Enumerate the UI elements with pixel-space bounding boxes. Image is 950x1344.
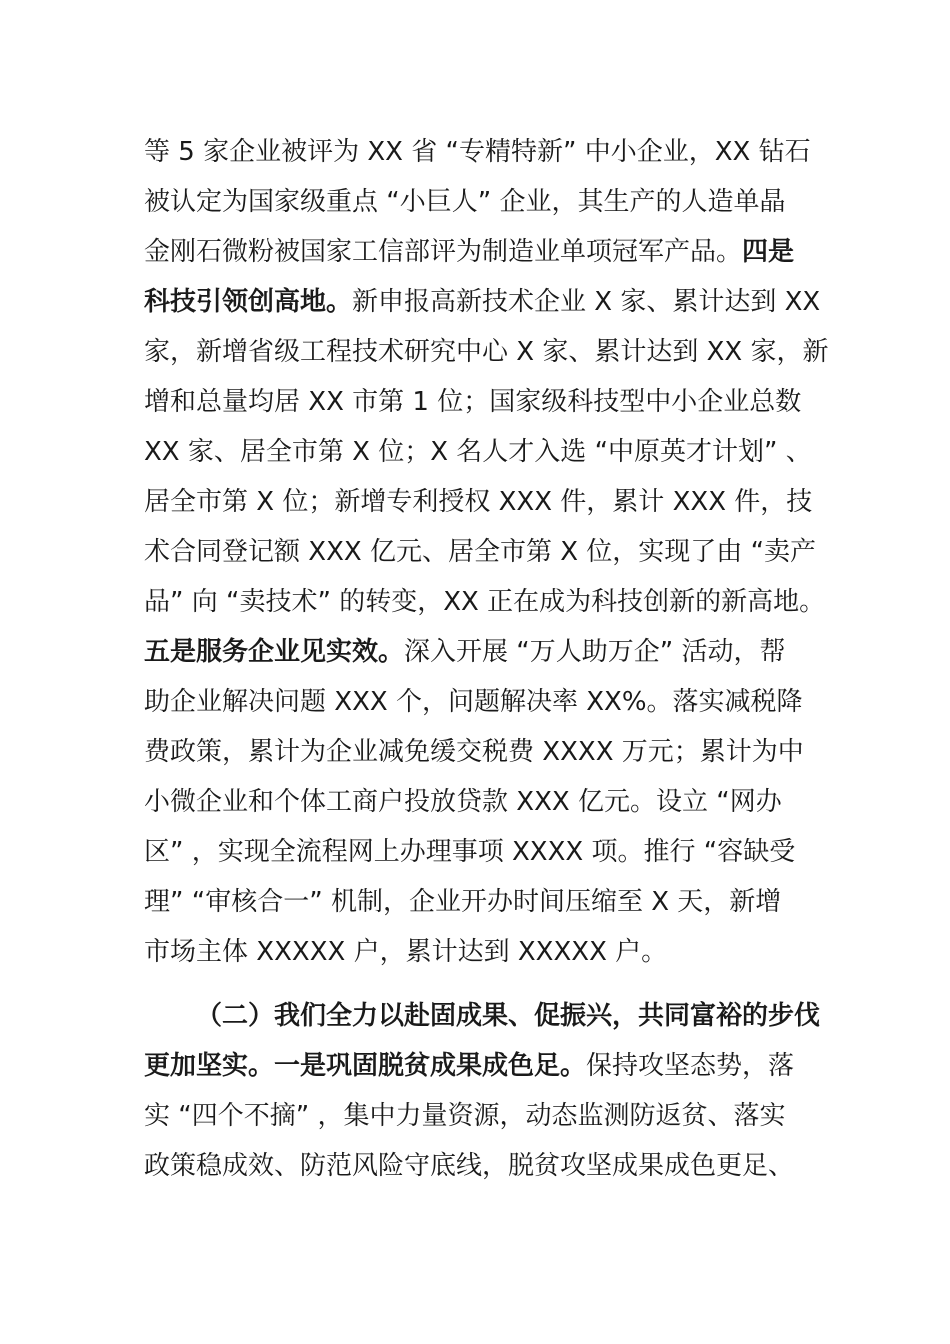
document-body bbox=[144, 127, 829, 1191]
section-heading: （二）我们全力以赴固成果、促振兴，共同富裕的步伐 bbox=[196, 1001, 821, 1031]
text-run: 实 “四个不摘” ，集中力量资源，动态监测防返贫、落实 bbox=[144, 1101, 786, 1131]
bold-heading-run: 更加坚实。一是巩固脱贫成果成色足。 bbox=[144, 1051, 587, 1081]
text-run: 术合同登记额 XXX 亿元、居全市第 X 位，实现了由 “卖产 bbox=[144, 537, 817, 567]
text-run: 小微企业和个体工商户投放贷款 XXX 亿元。设立 “网办 bbox=[144, 787, 782, 817]
bold-heading-run: 四是 bbox=[742, 237, 795, 267]
text-line bbox=[144, 827, 824, 877]
section-heading-line bbox=[144, 991, 824, 1041]
text-line bbox=[144, 427, 824, 477]
text-line bbox=[144, 377, 824, 427]
text-line bbox=[144, 677, 824, 727]
text-line bbox=[144, 727, 824, 777]
bold-heading-run: 五是服务企业见实效。 bbox=[144, 637, 405, 667]
bold-heading-run: 科技引领创高地。 bbox=[144, 287, 353, 317]
text-line bbox=[144, 227, 824, 277]
text-line bbox=[144, 1141, 824, 1191]
text-line bbox=[144, 577, 824, 627]
text-run: 区” ，实现全流程网上办理事项 XXXX 项。推行 “容缺受 bbox=[144, 837, 796, 867]
text-line bbox=[144, 277, 824, 327]
text-run: XX 家、居全市第 X 位；X 名人才入选 “中原英才计划” 、 bbox=[144, 437, 812, 467]
text-run: 费政策，累计为企业减免缓交税费 XXXX 万元；累计为中 bbox=[144, 737, 804, 767]
text-run: 新申报高新技术企业 X 家、累计达到 XX bbox=[352, 287, 821, 317]
text-run: 金刚石微粉被国家工信部评为制造业单项冠军产品。 bbox=[144, 237, 743, 267]
text-run: 家，新增省级工程技术研究中心 X 家、累计达到 XX 家，新 bbox=[144, 337, 829, 367]
text-run: 保持攻坚态势，落 bbox=[586, 1051, 795, 1081]
text-run: 深入开展 “万人助万企” 活动，帮 bbox=[404, 637, 786, 667]
text-line bbox=[144, 127, 824, 177]
text-run: 居全市第 X 位；新增专利授权 XXX 件，累计 XXX 件，技 bbox=[144, 487, 813, 517]
text-run: 被认定为国家级重点 “小巨人” 企业，其生产的人造单晶 bbox=[144, 187, 786, 217]
text-line bbox=[144, 1041, 824, 1091]
text-run: 市场主体 XXXXX 户，累计达到 XXXXX 户。 bbox=[144, 937, 668, 967]
text-run: 增和总量均居 XX 市第 1 位；国家级科技型中小企业总数 bbox=[144, 387, 802, 417]
text-run: 等 5 家企业被评为 XX 省 “专精特新” 中小企业，XX 钻石 bbox=[144, 137, 811, 167]
text-line bbox=[144, 927, 824, 977]
text-run: 政策稳成效、防范风险守底线，脱贫攻坚成果成色更足、 bbox=[144, 1151, 795, 1181]
text-line bbox=[144, 527, 824, 577]
text-run: 品” 向 “卖技术” 的转变，XX 正在成为科技创新的新高地。 bbox=[144, 587, 826, 617]
text-line bbox=[144, 627, 824, 677]
text-run: 助企业解决问题 XXX 个，问题解决率 XX%。落实减税降 bbox=[144, 687, 803, 717]
text-line bbox=[144, 1091, 824, 1141]
text-run: 理” “审核合一” 机制，企业开办时间压缩至 X 天，新增 bbox=[144, 887, 782, 917]
text-line bbox=[144, 877, 824, 927]
text-line bbox=[144, 177, 824, 227]
text-line bbox=[144, 777, 824, 827]
text-line bbox=[144, 327, 829, 377]
text-line bbox=[144, 477, 824, 527]
